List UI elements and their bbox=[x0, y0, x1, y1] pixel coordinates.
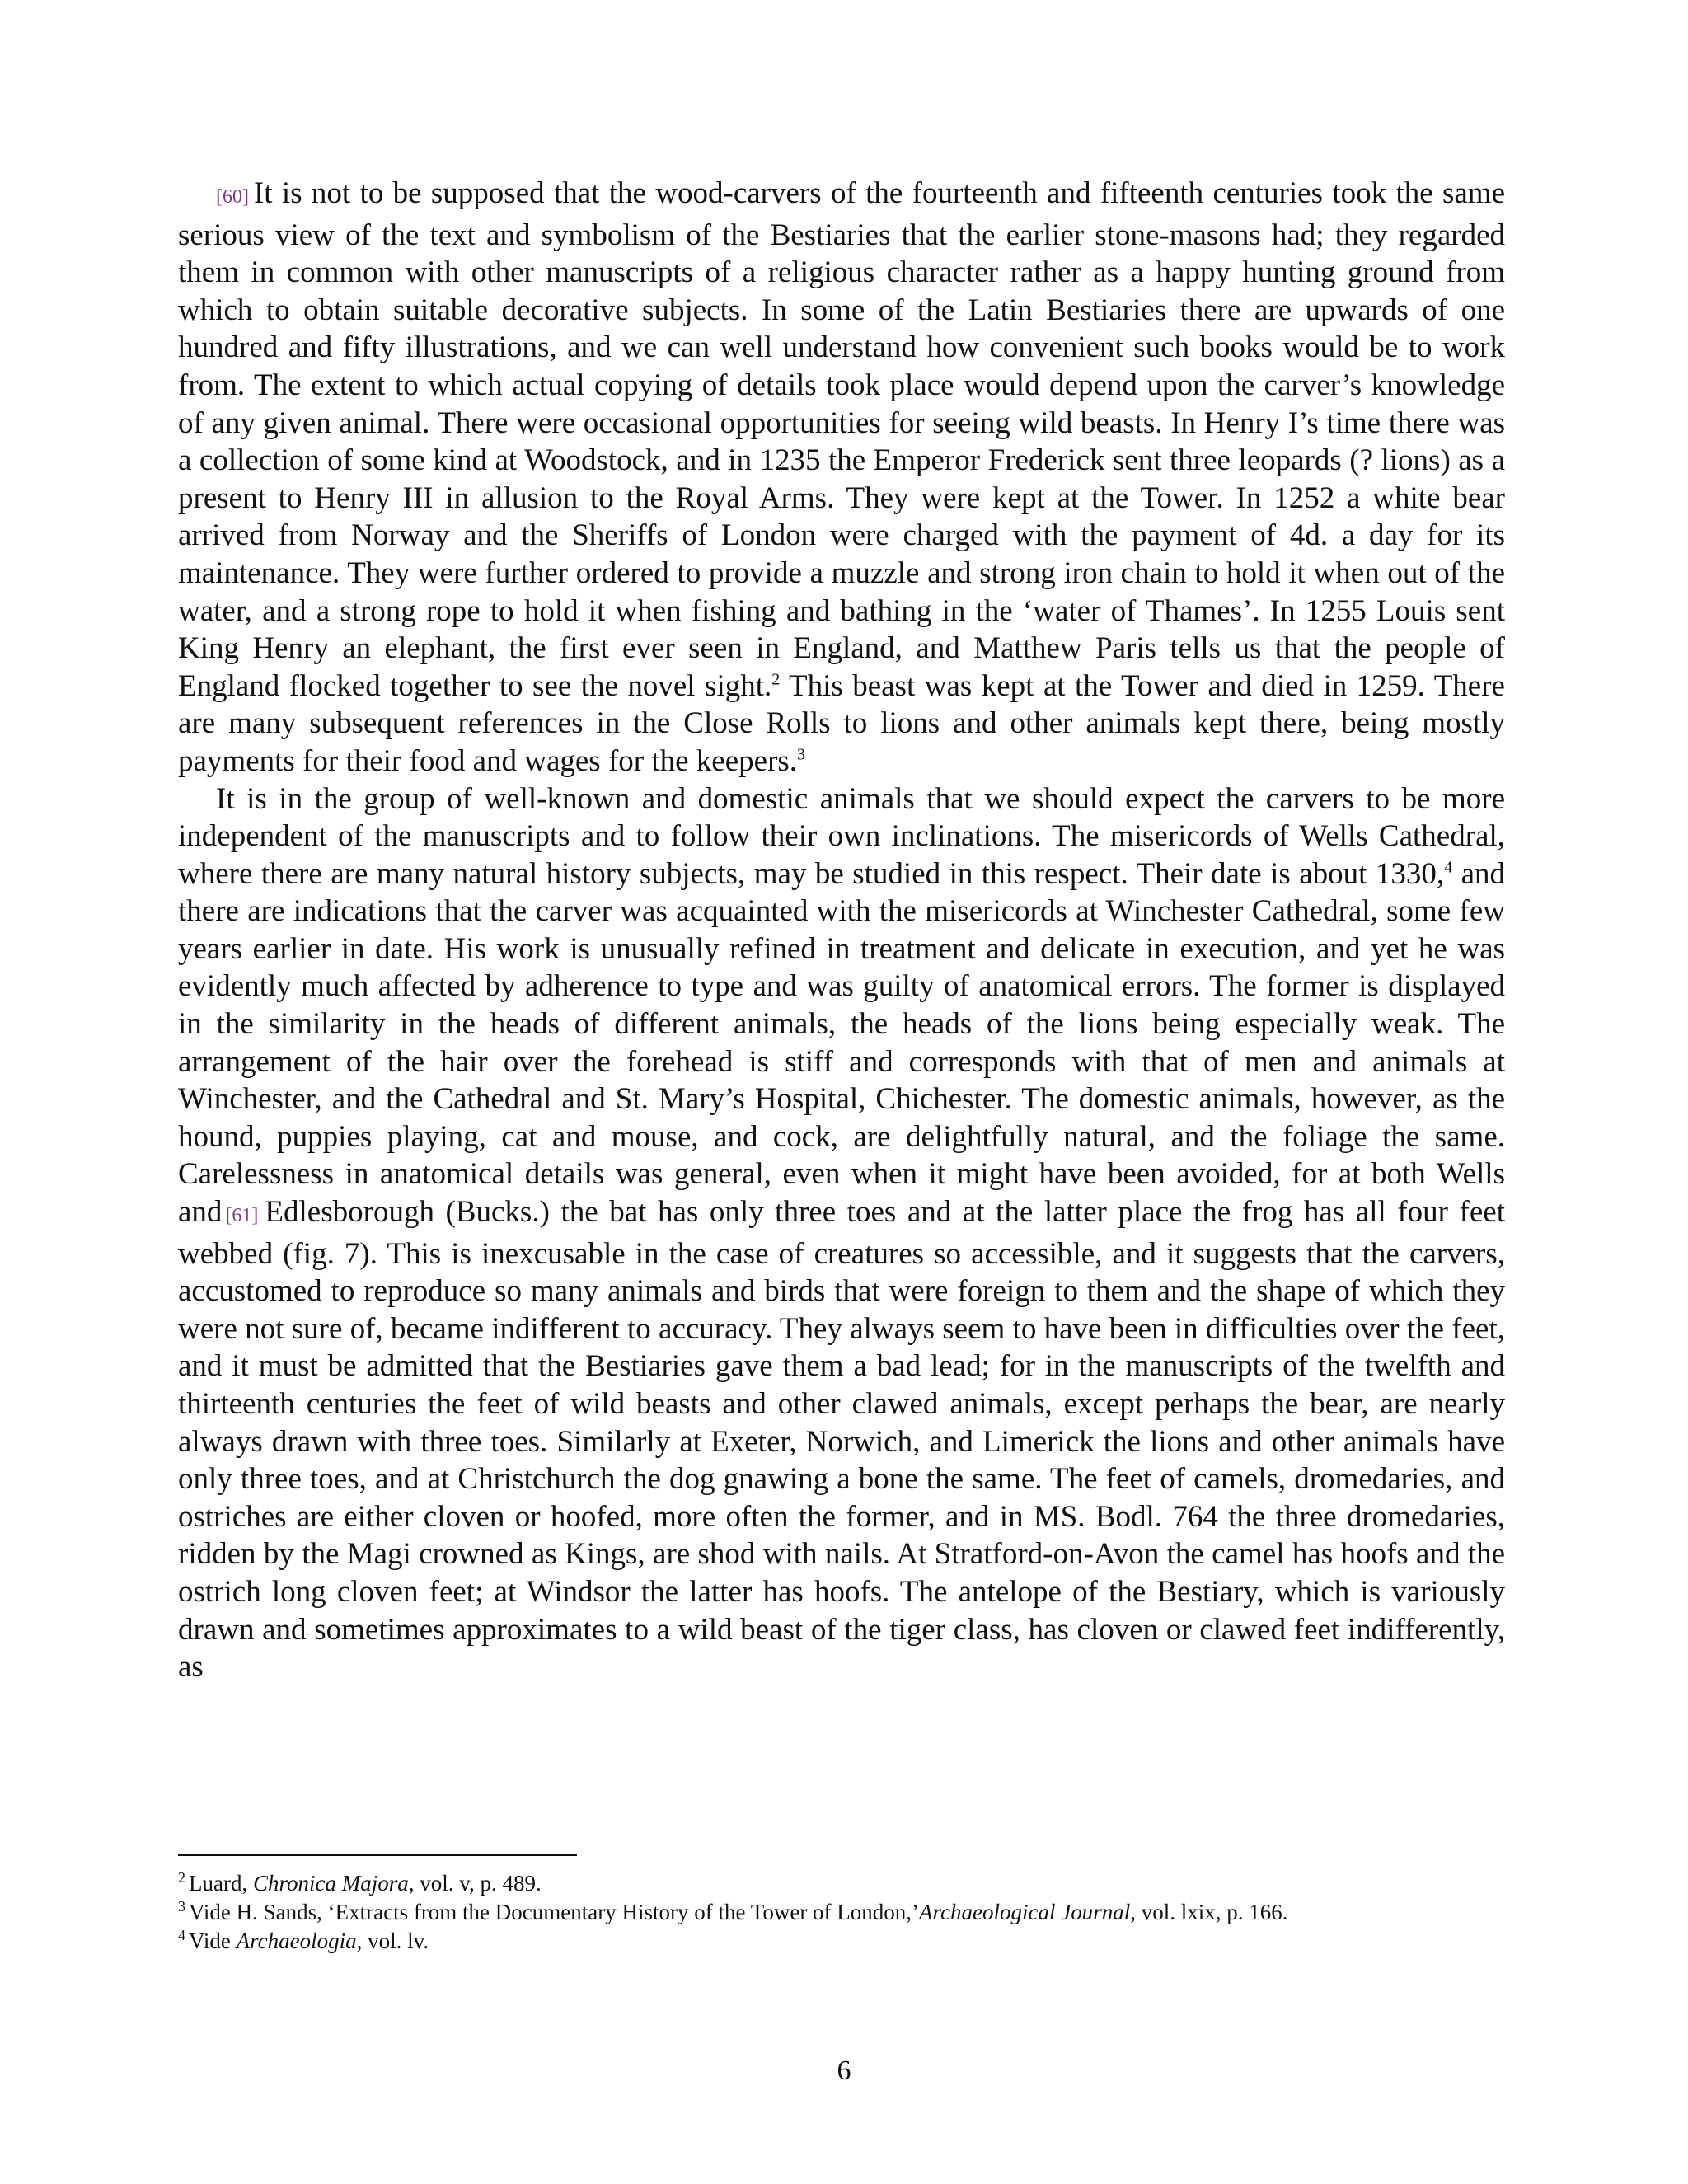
page-number: 6 bbox=[837, 2055, 851, 2086]
footnote-number: 4 bbox=[178, 1927, 185, 1943]
paragraph-1 bbox=[178, 175, 1505, 780]
paragraph-2-text-b: and there are indications that the carver was acquainted with the misericords at Winchester Cathedral, some few years earlier in date. His work is unusually refined in treatment and delicate in execution, and yet he was evidently much affected by adherence to type and was guilty of anatomical errors. The former is displayed in the similarity in the heads of different animals, the heads of the lions being especially weak. The arrangement of the hair over the forehead is stiff and corresponds with that of men and animals at Winchester, and the Cathedral and St. Mary’s Hospital, Chichester. The domestic animals, however, as the hound, puppies playing, cat and mouse, and cock, are delightfully natural, and the foliage the same. Carelessness in anatomical details was general, even when it might have been avoided, for at both Wells and bbox=[178, 856, 1505, 1230]
footnote-separator bbox=[178, 1854, 577, 1856]
footnotes bbox=[178, 1869, 1505, 1956]
footnote-2 bbox=[178, 1869, 1505, 1898]
footnote-text: Luard, bbox=[189, 1871, 253, 1896]
page-marker-60[interactable]: [60] bbox=[216, 186, 249, 208]
footnote-title: Archaeological Journal bbox=[919, 1900, 1131, 1924]
footnote-title: Archaeologia bbox=[236, 1929, 357, 1953]
paragraph-1-text-a: It is not to be supposed that the wood-carvers of the fourteenth and fifteenth centuries took the same serious view of the text and symbolism of the Bestiaries that the earlier stone-masons had; they regarded them in common with other manuscripts of a religious character rather as a happy hunting ground from which to obtain suitable decorative subjects. In some of the Latin Bestiaries there are upwards of one hundred and fifty illustrations, and we can well understand how convenient such books would be to work from. The extent to which actual copying of details took place would depend upon the carver’s knowledge of any given animal. There were occasional opportunities for seeing wild beasts. In Henry I’s time there was a collection of some kind at Woodstock, and in 1235 the Emperor Frederick sent three leopards (? lions) as a present to Henry III in allusion to the Royal Arms. They were kept at the Tower. In 1252 a white bear arrived from Norway and the Sheriffs of London were charged with the payment of 4d. a day for its maintenance. They were further ordered to provide a muzzle and strong iron chain to hold it when out of the water, and a strong rope to hold it when fishing and bathing in the ‘water of Thames’. In 1255 Louis sent King Henry an elephant, the first ever seen in England, and Matthew Paris tells us that the people of England flocked together to see the novel sight. bbox=[178, 176, 1505, 703]
paragraph-2-text-c: Edlesborough (Bucks.) the bat has only three toes and at the latter place the frog has all four feet webbed (fig. 7). This is inexcusable in the case of creatures so accessible, and it suggests that the carvers, accustomed to reproduce so many animals and birds that were foreign to them and the shape of which they were not sure of, became indifferent to accuracy. They always seem to have been in difficulties over the feet, and it must be admitted that the Bestiaries gave them a bad lead; for in the manuscripts of the twelfth and thirteenth centuries the feet of wild beasts and other clawed animals, except perhaps the bear, are nearly always drawn with three toes. Similarly at Exeter, Norwich, and Limerick the lions and other animals have only three toes, and at Christchurch the dog gnawing a bone the same. The feet of camels, dromedaries, and ostriches are either cloven or hoofed, more often the former, and in MS. Bodl. 764 the three dromedaries, ridden by the Magi crowned as Kings, are shod with nails. At Stratford-on-Avon the camel has hoofs and the ostrich long cloven feet; at Windsor the latter has hoofs. The antelope of the Bestiary, which is variously drawn and sometimes approximates to a wild beast of the tiger class, has cloven or clawed feet indifferently, as bbox=[178, 1195, 1505, 1685]
footnote-ref-4[interactable]: 4 bbox=[1444, 858, 1453, 877]
footnote-4 bbox=[178, 1927, 1505, 1956]
paragraph-1-text-b: This beast was kept at the Tower and died in 1259. There are many subsequent references in the Close Rolls to lions and other animals kept there, being mostly payments for their food and wages for the keepers. bbox=[178, 668, 1505, 778]
footnote-title: Chronica Majora bbox=[252, 1871, 409, 1896]
paragraph-2-text-a: It is in the group of well-known and domestic animals that we should expect the carvers to be more independent of the manuscripts and to follow their own inclinations. The misericords of Wells Cathedral, where there are many natural history subjects, may be studied in this respect. Their date is about 1330, bbox=[178, 781, 1505, 891]
footnote-number: 2 bbox=[178, 1869, 185, 1886]
footnote-3 bbox=[178, 1898, 1505, 1927]
footnote-ref-2[interactable]: 2 bbox=[771, 670, 781, 689]
footnote-text: , vol. lxix, p. 166. bbox=[1130, 1900, 1288, 1924]
paragraph-2 bbox=[178, 780, 1505, 1686]
footnote-text: Vide bbox=[189, 1929, 237, 1953]
footnote-text: , vol. v, p. 489. bbox=[408, 1871, 542, 1896]
footnote-text: Vide H. Sands, ‘Extracts from the Documentary History of the Tower of London,’ bbox=[189, 1900, 920, 1924]
footnote-ref-3[interactable]: 3 bbox=[797, 745, 806, 764]
page-marker-61[interactable]: [61] bbox=[225, 1205, 259, 1227]
body-text bbox=[178, 175, 1505, 1686]
footnote-text: , vol. lv. bbox=[356, 1929, 429, 1953]
footnote-number: 3 bbox=[178, 1898, 185, 1915]
